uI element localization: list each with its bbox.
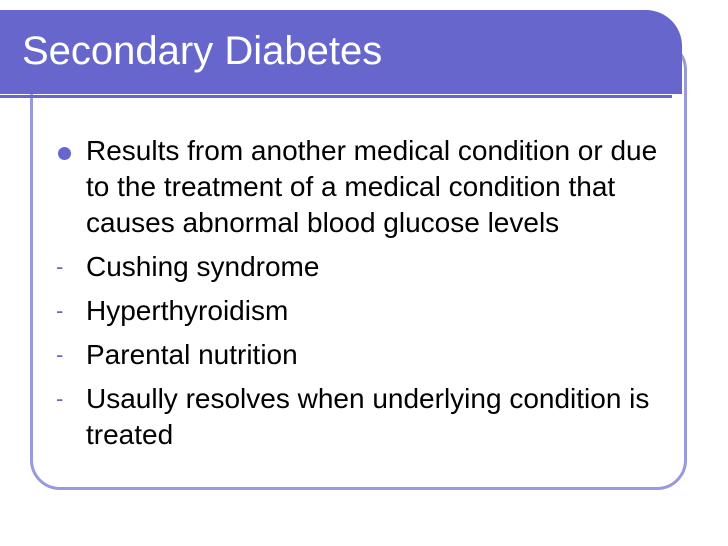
slide-title: Secondary Diabetes — [22, 29, 383, 73]
title-underline — [0, 95, 672, 98]
list-item — [50, 337, 670, 373]
list-item — [50, 249, 670, 285]
list-item — [50, 293, 670, 329]
dash-marker: - — [56, 342, 64, 367]
dash-marker: - — [56, 254, 64, 279]
dash-marker: - — [56, 298, 64, 323]
list-item — [50, 381, 670, 453]
list-item-text: Parental nutrition — [86, 339, 298, 370]
list-item-text: Hyperthyroidism — [86, 295, 289, 326]
bullet-icon — [52, 133, 80, 169]
list-item — [50, 133, 670, 241]
list-item-text: Usaully resolves when underlying condition is treated — [86, 383, 650, 450]
dash-marker: - — [56, 386, 64, 411]
list-item-text: Results from another medical condition or due to the treatment of a medical condition that causes abnormal blood glucose levels — [86, 135, 658, 238]
bullet-list — [50, 133, 670, 453]
list-item-text: Cushing syndrome — [86, 251, 320, 282]
